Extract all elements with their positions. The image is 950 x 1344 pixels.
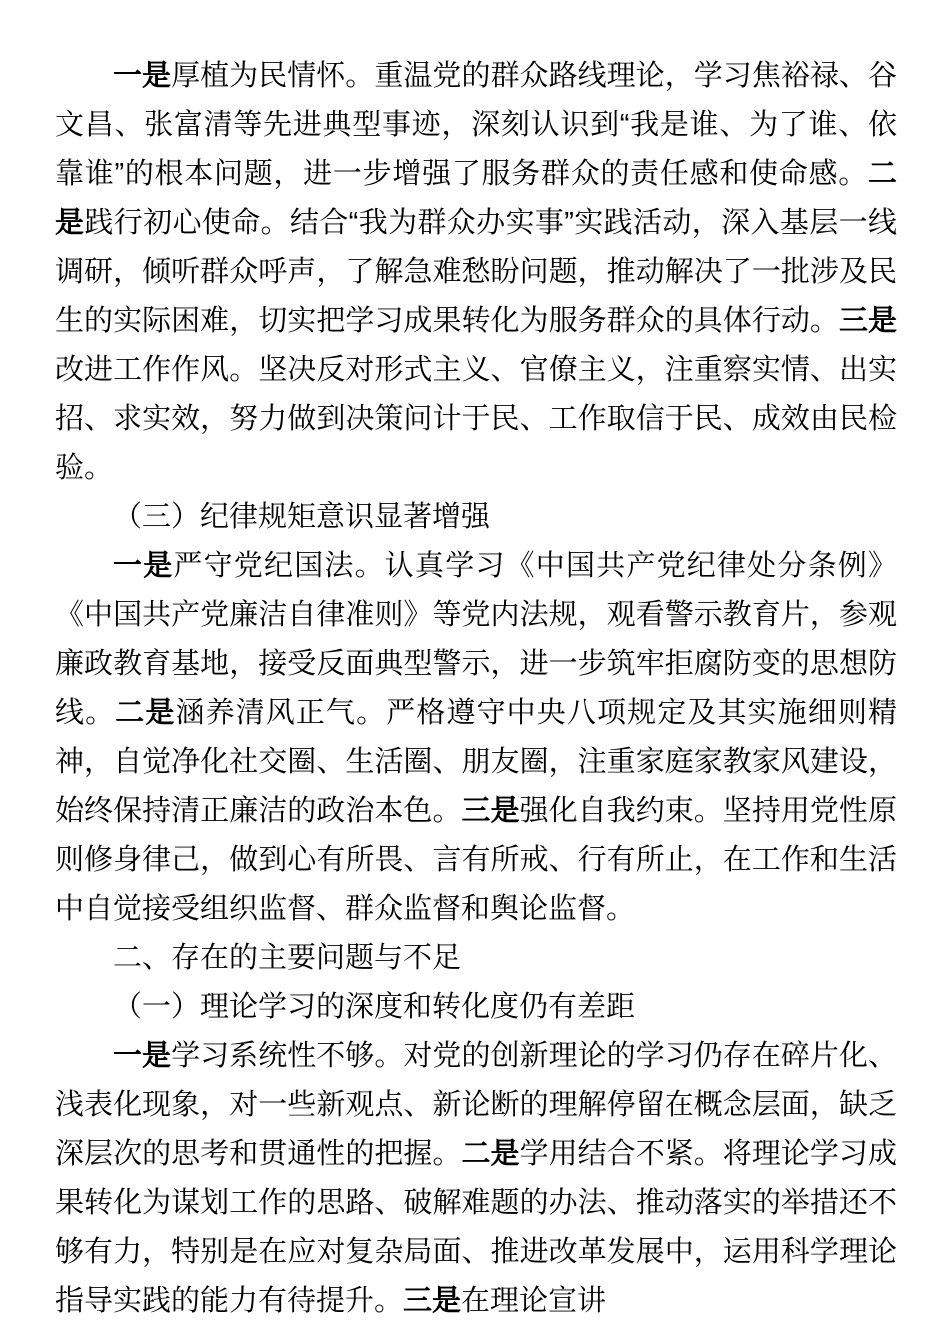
text-run: 强化自我约束。坚持用党性原则修身律己，做到心有所畏、言有所戒、行有所止，在工作和生活中自觉接受组织监督、群众监督和舆论监督。: [55, 795, 897, 925]
text-run: 涵养清风正气。严格遵守中央八项规定及其实施细则精神，自觉净化社交圈、生活圈、朋友圈，注重家庭家教家风建设，始终保持清正廉洁的政治本色。: [55, 697, 897, 827]
document-body: [55, 52, 897, 1326]
text-run: 践行初心使命。结合“我为群众办实事”实践活动，深入基层一线调研，倾听群众呼声，了解急难愁盼问题，推动解决了一批涉及民生的实际困难，切实把学习成果转化为服务群众的具体行动。: [55, 207, 897, 337]
emphasis-run: 三是: [403, 1285, 462, 1317]
emphasis-run: 三是: [461, 795, 520, 827]
paragraph-discipline: [55, 542, 897, 934]
heading-section-2-main: [55, 934, 897, 983]
emphasis-run: 一是: [113, 60, 172, 92]
paragraph-theory-study-gaps: [55, 1032, 897, 1326]
emphasis-run: 三是: [838, 305, 897, 337]
text-run: 二、存在的主要问题与不足: [113, 942, 462, 974]
text-run: （三）纪律规矩意识显著增强: [113, 501, 491, 533]
text-run: （一）理论学习的深度和转化度仍有差距: [113, 991, 636, 1023]
paragraph-people-feelings: [55, 52, 897, 493]
text-run: 在理论宣讲: [461, 1285, 607, 1317]
text-run: 厚植为民情怀。重温党的群众路线理论，学习焦裕禄、谷文昌、张富清等先进典型事迹，深刻认识到“我是谁、为了谁、依靠谁”的根本问题，进一步增强了服务群众的责任感和使命感。: [55, 60, 897, 190]
text-run: 学用结合不紧。将理论学习成果转化为谋划工作的思路、破解难题的办法、推动落实的举措还不够有力，特别是在应对复杂局面、推进改革发展中，运用科学理论指导实践的能力有待提升。: [55, 1138, 897, 1317]
text-run: 改进工作作风。坚决反对形式主义、官僚主义，注重察实情、出实招、求实效，努力做到决策问计于民、工作取信于民、成效由民检验。: [55, 354, 897, 484]
emphasis-run: 一是: [113, 550, 174, 582]
heading-section-1: [55, 983, 897, 1032]
emphasis-run: 一是: [113, 1040, 172, 1072]
emphasis-run: 二是: [115, 697, 176, 729]
text-run: 严守党纪国法。认真学习《中国共产党纪律处分条例》《中国共产党廉洁自律准则》等党内法规，观看警示教育片，参观廉政教育基地，接受反面典型警示，进一步筑牢拒腐防变的思想防线。: [55, 550, 897, 729]
text-run: 学习系统性不够。对党的创新理论的学习仍存在碎片化、浅表化现象，对一些新观点、新论断的理解停留在概念层面，缺乏深层次的思考和贯通性的把握。: [55, 1040, 897, 1170]
heading-section-3: [55, 493, 897, 542]
emphasis-run: 二是: [55, 158, 897, 239]
emphasis-run: 二是: [461, 1138, 520, 1170]
